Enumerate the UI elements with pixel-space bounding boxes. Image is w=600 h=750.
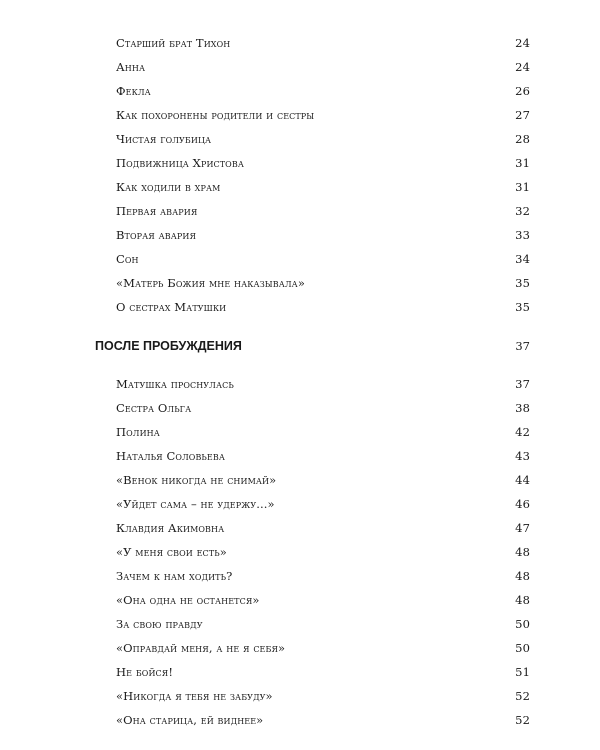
toc-entry[interactable] <box>116 129 530 149</box>
toc-entry-title: Вторая авария <box>116 228 197 242</box>
toc-entry[interactable] <box>116 422 530 442</box>
toc-entry-title: Сон <box>116 252 139 266</box>
toc-entry[interactable] <box>116 662 530 682</box>
toc-entry-title: «Уйдет сама – не удержу...» <box>116 497 275 511</box>
toc-entry-title: Сестра Ольга <box>116 401 192 415</box>
toc-entry[interactable] <box>116 225 530 245</box>
toc-entry-title: «Она одна не останется» <box>116 593 260 607</box>
toc-entry-page: 28 <box>515 132 530 146</box>
toc-entry-title: «Она старица, ей виднее» <box>116 713 264 727</box>
toc-entry-title: «Никогда я тебя не забуду» <box>116 689 273 703</box>
toc-entry-page: 26 <box>515 84 530 98</box>
toc-entry-title: Чистая голубица <box>116 132 212 146</box>
toc-entry[interactable] <box>116 710 530 730</box>
toc-entry[interactable] <box>116 398 530 418</box>
toc-entry[interactable] <box>116 201 530 221</box>
toc-entry-page: 35 <box>515 300 530 314</box>
toc-entry-page: 24 <box>515 60 530 74</box>
toc-entry-title: «Оправдай меня, а не я себя» <box>116 641 286 655</box>
toc-entry[interactable] <box>116 297 530 317</box>
toc-entry-title: Старший брат Тихон <box>116 36 231 50</box>
toc-entry-page: 31 <box>515 180 530 194</box>
toc-entry-page: 50 <box>515 641 530 655</box>
toc-entry-page: 33 <box>515 228 530 242</box>
toc-entry-page: 46 <box>515 497 530 511</box>
toc-entry[interactable] <box>116 446 530 466</box>
toc-entry-title: «Матерь Божия мне наказывала» <box>116 276 305 290</box>
toc-entry[interactable] <box>116 614 530 634</box>
toc-entry-page: 52 <box>515 689 530 703</box>
toc-entry-page: 52 <box>515 713 530 727</box>
toc-entry-title: Как похоронены родители и сестры <box>116 108 315 122</box>
toc-entry-page: 31 <box>515 156 530 170</box>
toc-entry-page: 24 <box>515 36 530 50</box>
toc-entry-page: 42 <box>515 425 530 439</box>
toc-entry[interactable] <box>116 273 530 293</box>
toc-entry-page: 32 <box>515 204 530 218</box>
toc-entry[interactable] <box>116 249 530 269</box>
toc-entry-page: 50 <box>515 617 530 631</box>
toc-entry-page: 35 <box>515 276 530 290</box>
toc-entry-page: 37 <box>515 377 530 391</box>
toc-entry-page: 27 <box>515 108 530 122</box>
toc-entry-title: Как ходили в храм <box>116 180 221 194</box>
toc-entry-page: 48 <box>515 593 530 607</box>
toc-entry-title: О сестрах Матушки <box>116 300 227 314</box>
toc-entry-title: «У меня свои есть» <box>116 545 227 559</box>
toc-entry[interactable] <box>116 57 530 77</box>
toc-entry[interactable] <box>116 542 530 562</box>
toc-section-heading[interactable] <box>95 335 530 357</box>
toc-entry-page: 34 <box>515 252 530 266</box>
toc-entry-title: «Венок никогда не снимай» <box>116 473 277 487</box>
toc-entry-page: 38 <box>515 401 530 415</box>
toc-entry[interactable] <box>116 686 530 706</box>
toc-entry-page: 44 <box>515 473 530 487</box>
toc-entry[interactable] <box>116 566 530 586</box>
toc-entry-title: Не бойся! <box>116 665 174 679</box>
toc-entry-title: Матушка проснулась <box>116 377 234 391</box>
toc-entry[interactable] <box>116 177 530 197</box>
section-title: ПОСЛЕ ПРОБУЖДЕНИЯ <box>95 339 242 353</box>
toc-entry[interactable] <box>116 638 530 658</box>
toc-entry-page: 47 <box>515 521 530 535</box>
toc-entry[interactable] <box>116 153 530 173</box>
toc-entry[interactable] <box>116 494 530 514</box>
toc-entry-page: 48 <box>515 545 530 559</box>
toc-entry-page: 43 <box>515 449 530 463</box>
toc-entry[interactable] <box>116 470 530 490</box>
toc-entry-title: За свою правду <box>116 617 203 631</box>
toc-entry[interactable] <box>116 81 530 101</box>
toc-entry-title: Анна <box>116 60 146 74</box>
toc-entry-title: Зачем к нам ходить? <box>116 569 233 583</box>
toc-entry-title: Наталья Соловьева <box>116 449 226 463</box>
toc-entry[interactable] <box>116 374 530 394</box>
toc-entry-title: Клавдия Акимовна <box>116 521 225 535</box>
toc-entry[interactable] <box>116 518 530 538</box>
section-page: 37 <box>515 339 530 353</box>
toc-entry-title: Первая авария <box>116 204 198 218</box>
toc-entry-title: Полина <box>116 425 160 439</box>
toc-entry[interactable] <box>116 590 530 610</box>
toc-entry[interactable] <box>116 33 530 53</box>
toc-entry-page: 48 <box>515 569 530 583</box>
toc-entry[interactable] <box>116 105 530 125</box>
toc-entry-title: Подвижница Христова <box>116 156 244 170</box>
toc-entry-page: 51 <box>515 665 530 679</box>
toc-entry-title: Фекла <box>116 84 151 98</box>
